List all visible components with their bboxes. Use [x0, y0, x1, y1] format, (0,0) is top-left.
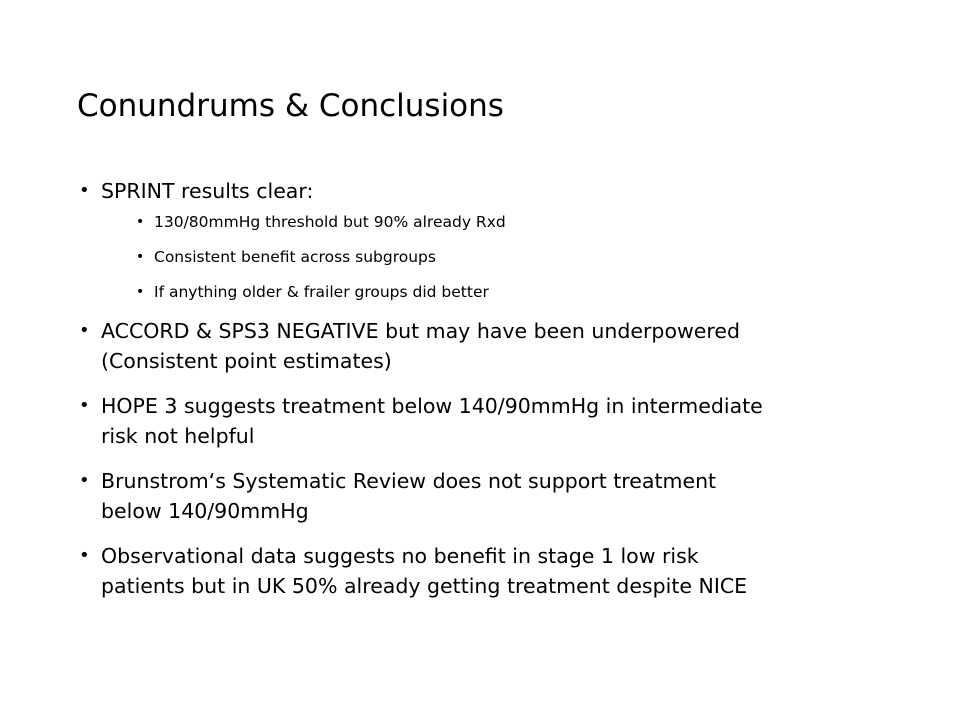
bullet-line: below 140/90mmHg — [101, 499, 309, 523]
sub-bullet: • 130/80mmHg threshold but 90% already Rxd — [136, 210, 879, 234]
bullet-brunstrom — [79, 466, 879, 526]
bullet-sprint — [79, 176, 879, 304]
bullet-line: patients but in UK 50% already getting treatment despite NICE — [101, 574, 748, 598]
bullet-line: • Brunstrom‘s Systematic Review does not support treatment — [101, 469, 717, 493]
bullet-hope3 — [79, 391, 879, 451]
sub-bullet: • If anything older & frailer groups did better — [136, 280, 879, 304]
bullet-line: (Consistent point estimates) — [101, 349, 392, 373]
bullet-line: risk not helpful — [101, 424, 255, 448]
bullet-text: SPRINT results clear: — [101, 179, 314, 203]
bullet-line: • HOPE 3 suggests treatment below 140/90mmHg in intermediate — [101, 394, 763, 418]
bullet-accord — [79, 316, 879, 376]
bullet-line: • Observational data suggests no benefit in stage 1 low risk — [101, 544, 699, 568]
sub-bullet: • Consistent benefit across subgroups — [136, 245, 879, 269]
bullet-line: • ACCORD & SPS3 NEGATIVE but may have been underpowered — [101, 319, 740, 343]
bullet-observational — [79, 541, 879, 601]
slide-title: Conundrums & Conclusions — [77, 88, 504, 124]
bullet-list — [79, 176, 879, 601]
sub-bullet-list — [101, 210, 879, 304]
